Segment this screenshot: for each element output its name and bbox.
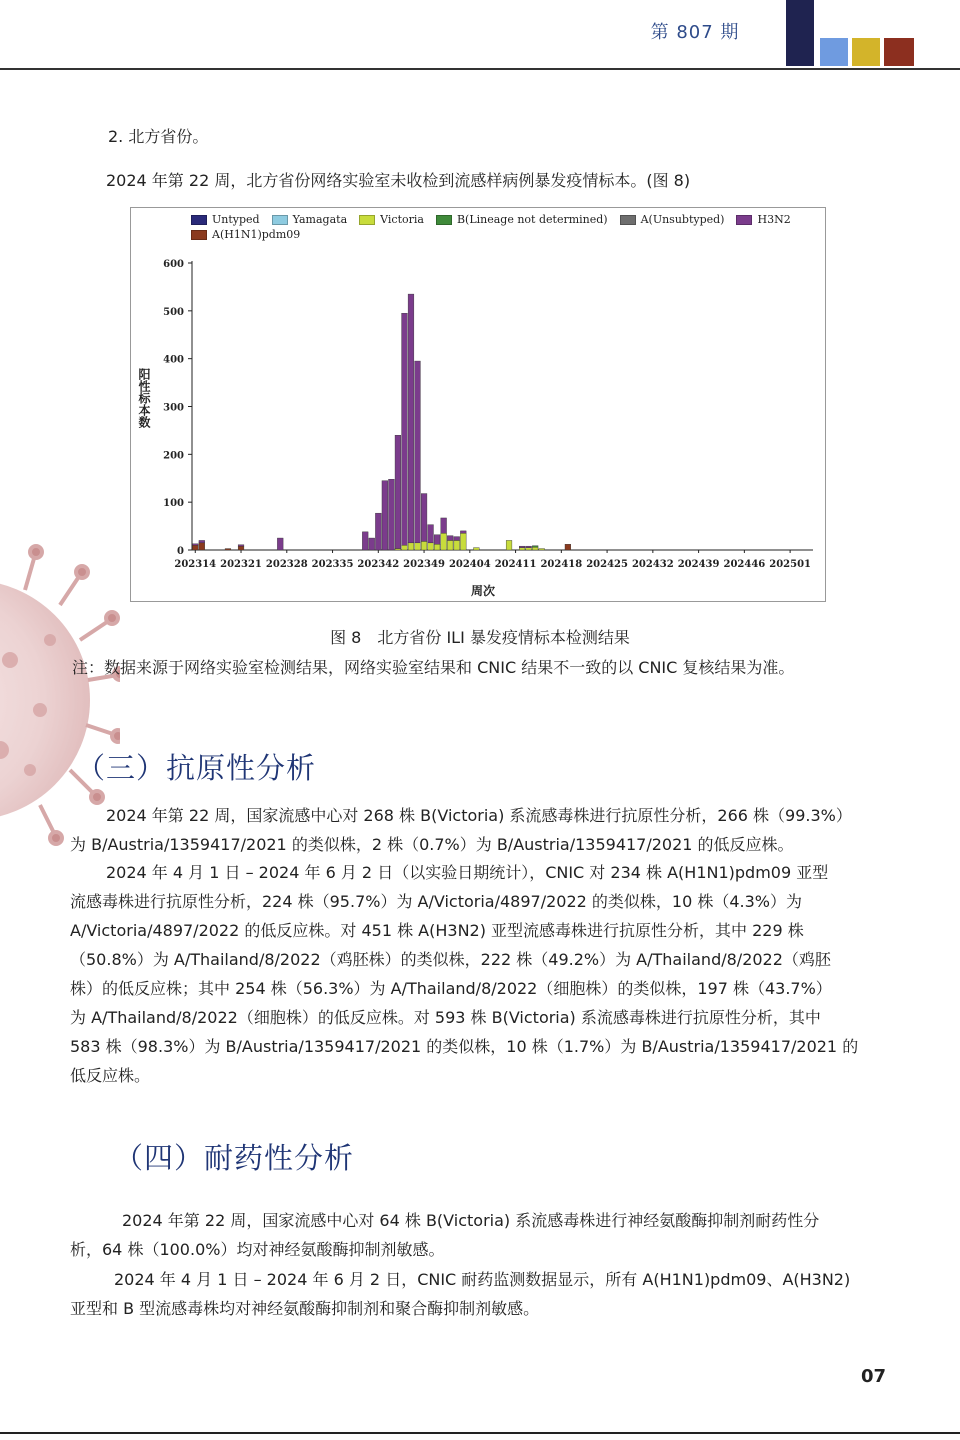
bar-segment-victoria <box>441 533 447 550</box>
header-divider <box>0 68 960 70</box>
x-tick-label: 202418 <box>540 559 583 570</box>
paragraph-line: 2024 年第 22 周，国家流感中心对 268 株 B(Victoria) 系流感毒株进行抗原性分析，266 株（99.3%） <box>106 806 852 825</box>
bar-segment-h3n2 <box>434 535 440 545</box>
paragraph-line: 2024 年 4 月 1 日 – 2024 年 6 月 2 日，CNIC 耐药监测数据显示，所有 A(H1N1)pdm09、A(H3N2) <box>114 1270 851 1289</box>
bar-segment-b_undetermined <box>532 546 538 547</box>
footer-divider <box>0 1432 960 1434</box>
bar-segment-h3n2 <box>441 518 447 533</box>
bar-segment-victoria <box>454 540 460 550</box>
bar-segment-victoria <box>408 543 414 550</box>
paragraph-line: 析，64 株（100.0%）均对神经氨酸酶抑制剂敏感。 <box>70 1240 445 1259</box>
legend-label: H3N2 <box>757 213 791 226</box>
bar-segment-h3n2 <box>199 540 205 542</box>
resistance-paragraph-2 <box>70 1265 888 1323</box>
bar-segment-h3n2 <box>362 532 368 550</box>
bar-segment-h3n2 <box>389 479 395 550</box>
x-tick-label: 202439 <box>677 559 720 570</box>
y-tick-label: 600 <box>163 259 184 270</box>
bar-segment-h3n2 <box>447 536 453 541</box>
bar-segment-h3n2 <box>428 525 434 543</box>
intro-text: 2024 年第 22 周，北方省份网络实验室未收检到流感样病例暴发疫情标本。(图 8) <box>106 171 691 190</box>
header-decor-blue <box>820 38 848 66</box>
y-tick-label: 400 <box>163 354 184 366</box>
x-tick-label: 202446 <box>723 559 766 570</box>
bar-segment-victoria <box>539 549 545 550</box>
legend-label: Untyped <box>212 213 260 226</box>
bar-segment-h3n2 <box>415 361 421 543</box>
bar-segment-h3n2 <box>526 546 532 547</box>
bar-segment-h3n2 <box>408 294 414 543</box>
bar-segment-victoria <box>421 541 427 550</box>
paragraph-line: 为 A/Thailand/8/2022（细胞株）的低反应株。对 593 株 B(Victoria) 系流感毒株进行抗原性分析，其中 <box>70 1008 821 1027</box>
bar-segment-victoria <box>415 543 421 550</box>
bar-segment-h3n2 <box>519 546 525 547</box>
bar-segment-h3n2 <box>369 538 375 550</box>
chart-plot <box>131 208 825 601</box>
x-tick-label: 202501 <box>769 559 811 570</box>
legend-label: Victoria <box>380 213 424 226</box>
paragraph-line: （50.8%）为 A/Thailand/8/2022（鸡胚株）的类似株，222 株（49.2%）为 A/Thailand/8/2022（鸡胚 <box>70 950 831 969</box>
bar-segment-h3n2 <box>382 481 388 550</box>
x-tick-label: 202349 <box>403 559 445 570</box>
paragraph-line: 2024 年 4 月 1 日 – 2024 年 6 月 2 日（以实验日期统计），CNIC 对 234 株 A(H1N1)pdm09 亚型 <box>106 863 829 882</box>
x-axis-label: 周次 <box>471 584 496 598</box>
x-tick-label: 202342 <box>357 559 400 570</box>
figure-caption: 图 8 北方省份 ILI 暴发疫情标本检测结果 <box>330 628 630 647</box>
figure-note: 注：数据来源于网络实验室检测结果，网络实验室结果和 CNIC 结果不一致的以 CNIC 复核结果为准。 <box>72 658 795 677</box>
bar-segment-h3n2 <box>402 313 408 545</box>
x-tick-label: 202411 <box>494 559 537 570</box>
bar-segment-victoria <box>519 548 525 550</box>
antigenic-paragraph-2 <box>70 858 888 1090</box>
x-tick-label: 202314 <box>174 559 217 570</box>
x-tick-label: 202335 <box>311 559 354 570</box>
bar-segment-victoria <box>506 540 512 550</box>
paragraph-line: 583 株（98.3%）为 B/Austria/1359417/2021 的类似株，10 株（1.7%）为 B/Austria/1359417/2021 的 <box>70 1037 859 1056</box>
bar-segment-h1n1 <box>238 546 244 550</box>
bar-segment-h3n2 <box>192 544 198 545</box>
bar-segment-h3n2 <box>421 494 427 542</box>
bar-segment-victoria <box>473 548 479 550</box>
bar-segment-h3n2 <box>375 513 381 550</box>
header-decor-red <box>884 38 914 66</box>
resistance-paragraph-1 <box>70 1206 888 1264</box>
paragraph-line: 为 B/Austria/1359417/2021 的类似株，2 株（0.7%）为 B/Austria/1359417/2021 的低反应株。 <box>70 835 794 854</box>
paragraph-line: 流感毒株进行抗原性分析，224 株（95.7%）为 A/Victoria/4897/2022 的类似株，10 株（4.3%）为 <box>70 892 803 911</box>
bar-segment-victoria <box>434 544 440 550</box>
bar-segment-victoria <box>402 545 408 550</box>
legend-label: A(H1N1)pdm09 <box>212 228 301 241</box>
legend-label: Yamagata <box>292 213 348 226</box>
y-tick-label: 0 <box>177 546 184 557</box>
antigenic-paragraph-1 <box>70 801 888 859</box>
bar-segment-h1n1 <box>225 549 231 550</box>
bar-segment-victoria <box>460 533 466 550</box>
header-decor-gold <box>852 38 880 66</box>
bar-segment-h3n2 <box>454 537 460 541</box>
paragraph-line: A/Victoria/4897/2022 的低反应株。对 451 株 A(H3N2) 亚型流感毒株进行抗原性分析，其中 229 株 <box>70 921 804 940</box>
x-tick-label: 202425 <box>586 559 628 570</box>
figure-8-chart <box>130 207 826 602</box>
bar-segment-victoria <box>526 548 532 550</box>
paragraph-line: 株）的低反应株；其中 254 株（56.3%）为 A/Thailand/8/2022（细胞株）的类似株，197 株（43.7%） <box>70 979 832 998</box>
y-tick-label: 100 <box>163 498 184 510</box>
bar-segment-h3n2 <box>238 545 244 546</box>
paragraph-line: 低反应株。 <box>70 1066 151 1085</box>
x-tick-label: 202328 <box>265 559 308 570</box>
bar-segment-h1n1 <box>192 545 198 550</box>
legend-label: B(Lineage not determined) <box>456 213 608 226</box>
y-tick-label: 300 <box>163 402 184 414</box>
y-axis-label: 阳性标本数 <box>137 368 151 428</box>
x-tick-label: 202321 <box>220 559 262 570</box>
bar-segment-h1n1 <box>199 543 205 550</box>
bar-segment-h3n2 <box>460 531 466 533</box>
x-tick-label: 202404 <box>448 559 491 570</box>
section-title-antigenic: （三）抗原性分析 <box>76 751 317 785</box>
page-number: 07 <box>860 1366 886 1387</box>
bar-segment-victoria <box>447 540 453 550</box>
bar-segment-h1n1 <box>565 544 571 550</box>
bar-segment-victoria <box>532 547 538 550</box>
bar-segment-h3n2 <box>395 435 401 548</box>
header-decor-navy <box>786 0 814 66</box>
subsection-heading: 2. 北方省份。 <box>108 127 209 146</box>
legend-label: A(Unsubtyped) <box>640 213 725 226</box>
bar-segment-h3n2 <box>277 538 283 550</box>
y-tick-label: 500 <box>163 306 184 318</box>
paragraph-line: 亚型和 B 型流感毒株均对神经氨酸酶抑制剂和聚合酶抑制剂敏感。 <box>70 1299 540 1318</box>
paragraph-line: 2024 年第 22 周，国家流感中心对 64 株 B(Victoria) 系流感毒株进行神经氨酸酶抑制剂耐药性分 <box>122 1211 820 1230</box>
issue-number: 第 807 期 <box>650 22 740 43</box>
x-tick-label: 202432 <box>631 559 674 570</box>
section-title-resistance: （四）耐药性分析 <box>114 1141 355 1175</box>
bar-segment-victoria <box>395 549 401 550</box>
bar-segment-victoria <box>428 543 434 550</box>
y-tick-label: 200 <box>163 450 184 462</box>
